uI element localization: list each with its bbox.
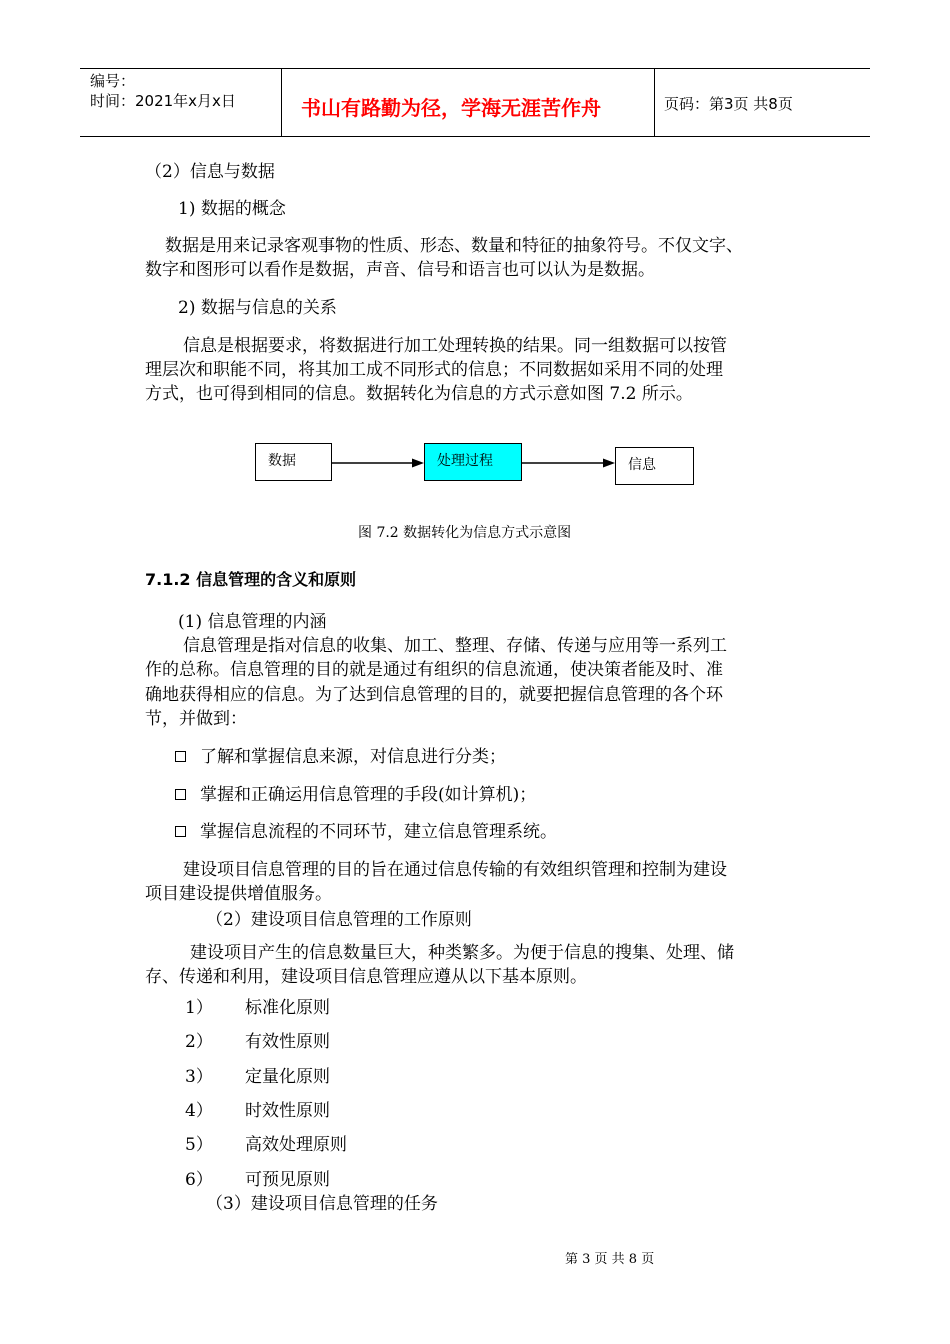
checklist-item: 掌握和正确运用信息管理的手段(如计算机)； xyxy=(200,785,537,805)
header-divider-left xyxy=(281,68,282,136)
subheading-tasks: （3）建设项目信息管理的任务 xyxy=(206,1194,438,1214)
principle-number: 6） xyxy=(185,1170,213,1190)
paragraph-line: 数据是用来记录客观事物的性质、形态、数量和特征的抽象符号。不仅文字、 xyxy=(165,236,743,256)
section-heading-info-and-data: （2）信息与数据 xyxy=(145,162,275,182)
principle-text: 可预见原则 xyxy=(245,1170,330,1190)
subheading-data-info-relation: 2) 数据与信息的关系 xyxy=(178,298,337,318)
paragraph-line: 存、传递和利用，建设项目信息管理应遵从以下基本原则。 xyxy=(145,967,587,987)
date-label: 时间：2021年x月x日 xyxy=(90,92,236,110)
footer-page-number: 第 3 页 共 8 页 xyxy=(565,1252,655,1267)
paragraph-line: 作的总称。信息管理的目的就是通过有组织的信息流通，使决策者能及时、准 xyxy=(145,660,723,680)
paragraph-line: 信息是根据要求，将数据进行加工处理转换的结果。同一组数据可以按管 xyxy=(183,336,727,356)
checkbox-icon xyxy=(175,826,186,837)
header-bottom-rule xyxy=(80,136,870,137)
diagram-box-data-label: 数据 xyxy=(268,453,296,469)
diagram-arrows xyxy=(0,440,950,500)
paragraph-line: 节，并做到： xyxy=(145,709,247,729)
header-page-label: 页码：第3页 共8页 xyxy=(664,95,793,113)
principle-text: 高效处理原则 xyxy=(245,1135,347,1155)
arrow-process-to-info xyxy=(522,459,615,468)
subheading-info-management-meaning: (1) 信息管理的内涵 xyxy=(178,612,327,632)
checkbox-icon xyxy=(175,789,186,800)
figure-caption: 图 7.2 数据转化为信息方式示意图 xyxy=(358,525,572,541)
serial-number-label: 编号： xyxy=(90,72,136,90)
paragraph-line: 数字和图形可以看作是数据，声音、信号和语言也可以认为是数据。 xyxy=(145,260,655,280)
section-heading-7-1-2: 7.1.2 信息管理的含义和原则 xyxy=(145,570,357,589)
header-motto: 书山有路勤为径，学海无涯苦作舟 xyxy=(301,96,601,120)
principle-number: 4） xyxy=(185,1101,213,1121)
subheading-work-principles: （2）建设项目信息管理的工作原则 xyxy=(206,910,472,930)
paragraph-line: 方式，也可得到相同的信息。数据转化为信息的方式示意如图 7.2 所示。 xyxy=(145,384,693,404)
principle-text: 标准化原则 xyxy=(245,998,330,1018)
principle-text: 定量化原则 xyxy=(245,1067,330,1087)
principle-number: 1） xyxy=(185,998,213,1018)
principle-text: 时效性原则 xyxy=(245,1101,330,1121)
paragraph-line: 确地获得相应的信息。为了达到信息管理的目的，就要把握信息管理的各个环 xyxy=(145,685,723,705)
arrow-data-to-process xyxy=(332,459,424,468)
paragraph-line: 信息管理是指对信息的收集、加工、整理、存储、传递与应用等一系列工 xyxy=(183,636,727,656)
paragraph-line: 建设项目产生的信息数量巨大，种类繁多。为便于信息的搜集、处理、储 xyxy=(190,943,734,963)
subheading-data-concept: 1) 数据的概念 xyxy=(178,199,286,219)
header-top-rule xyxy=(80,68,870,69)
diagram-box-process-label: 处理过程 xyxy=(437,453,493,469)
principle-number: 3） xyxy=(185,1067,213,1087)
principle-number: 5） xyxy=(185,1135,213,1155)
checklist-item: 了解和掌握信息来源，对信息进行分类； xyxy=(200,747,506,767)
paragraph-line: 建设项目信息管理的目的旨在通过信息传输的有效组织管理和控制为建设 xyxy=(183,860,727,880)
checklist-item: 掌握信息流程的不同环节，建立信息管理系统。 xyxy=(200,822,557,842)
paragraph-line: 理层次和职能不同，将其加工成不同形式的信息；不同数据如采用不同的处理 xyxy=(145,360,723,380)
paragraph-line: 项目建设提供增值服务。 xyxy=(145,884,332,904)
principle-text: 有效性原则 xyxy=(245,1032,330,1052)
header-divider-right xyxy=(654,68,655,136)
principle-number: 2） xyxy=(185,1032,213,1052)
diagram-box-info-label: 信息 xyxy=(628,457,656,473)
checkbox-icon xyxy=(175,751,186,762)
